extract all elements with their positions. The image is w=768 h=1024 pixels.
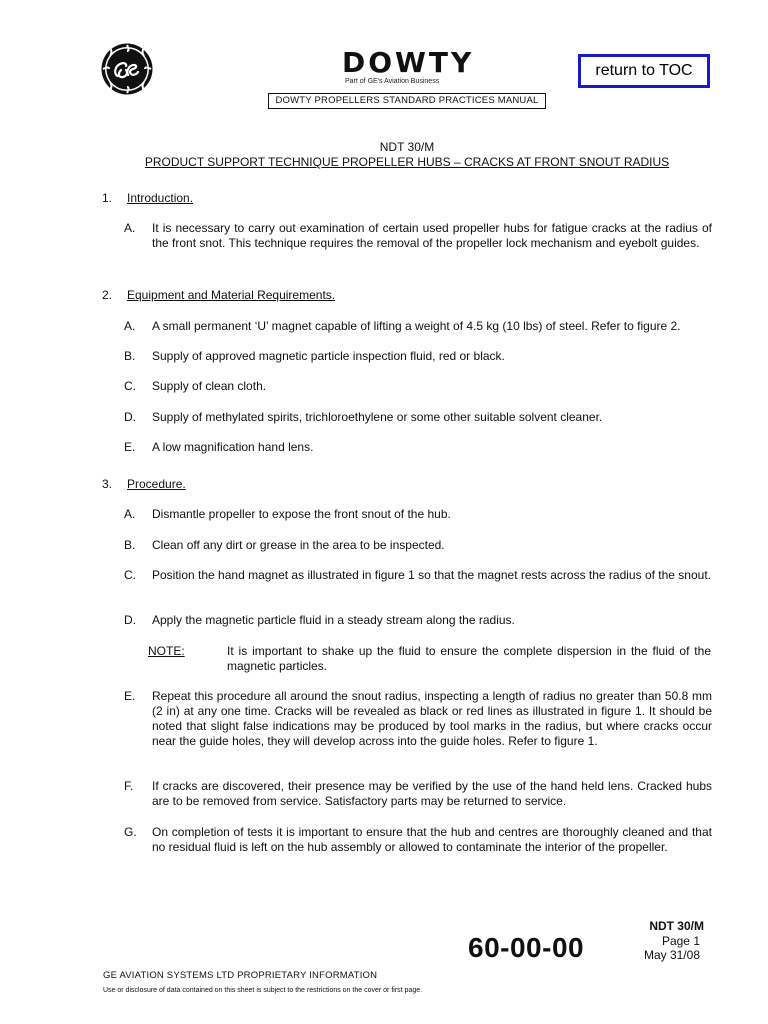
item-text: A small permanent ‘U’ magnet capable of lifting a weight of 4.5 kg (10 lbs) of steel. Refer to figure 2. [152, 319, 681, 333]
item-label: C. [124, 568, 136, 582]
document-title: PRODUCT SUPPORT TECHNIQUE PROPELLER HUBS – CRACKS AT FRONT SNOUT RADIUS [144, 155, 670, 169]
item-text: It is necessary to carry out examination of certain used propeller hubs for fatigue cracks at the radius of the front snot. This technique requires the removal of the propeller lock mechanism and eyebolt guides. [152, 221, 712, 250]
item-text: Supply of clean cloth. [152, 379, 267, 393]
section-number: 1. [102, 191, 113, 205]
item-label: A. [124, 221, 136, 235]
item-text: Clean off any dirt or grease in the area to be inspected. [152, 538, 445, 552]
item-label: E. [124, 689, 136, 703]
item-text: Dismantle propeller to expose the front snout of the hub. [152, 507, 451, 521]
item-label: F. [124, 779, 134, 793]
item-label: A. [124, 319, 136, 333]
item-text: Supply of approved magnetic particle inspection fluid, red or black. [152, 349, 505, 363]
item-label: E. [124, 440, 136, 454]
item-label: C. [124, 379, 136, 393]
section-number: 3. [102, 477, 113, 491]
item-label: B. [124, 349, 136, 363]
item-text: Supply of methylated spirits, trichloroethylene or some other suitable solvent cleaner. [152, 410, 603, 424]
section-title-equipment: Equipment and Material Requirements. [127, 288, 336, 302]
footer-doc-ref: NDT 30/M [649, 919, 704, 933]
item-text: A low magnification hand lens. [152, 440, 314, 454]
footer-page-number: Page 1 [661, 934, 700, 948]
footer-disclosure-notice: Use or disclosure of data contained on this sheet is subject to the restrictions on the cover or first page. [103, 987, 423, 994]
manual-title-box: DOWTY PROPELLERS STANDARD PRACTICES MANUAL [268, 93, 546, 109]
footer-date: May 31/08 [643, 948, 700, 962]
brand-subtitle: Part of GE's Aviation Business [345, 78, 440, 85]
ge-logo-icon [100, 42, 154, 96]
item-label: B. [124, 538, 136, 552]
item-text: Apply the magnetic particle fluid in a steady stream along the radius. [152, 613, 515, 627]
section-number: 2. [102, 288, 113, 302]
item-text: Repeat this procedure all around the snout radius, inspecting a length of radius no greater than 50.8 mm (2 in) at any one time. Cracks will be revealed as black or red lines as illustrated in figure 1. It should be noted that slight false indications may be produced by tool marks in the radius, but where cracks occur near the guide holes, they will develop across into the guide holes. Refer to figure 1. [152, 689, 712, 748]
item-text: Position the hand magnet as illustrated in figure 1 so that the magnet rests across the radius of the snout. [152, 568, 711, 582]
dowty-brand-logo: DOWTY [342, 46, 475, 79]
item-label: A. [124, 507, 136, 521]
item-text: If cracks are discovered, their presence may be verified by the use of the hand held lens. Cracked hubs are to be removed from service. Satisfactory parts may be returned to service. [152, 779, 712, 808]
item-text: On completion of tests it is important to ensure that the hub and centres are thoroughly cleaned and that no residual fluid is left on the hub assembly or allowed to contaminate the interior of the propeller. [152, 825, 712, 854]
item-label: D. [124, 410, 136, 424]
return-to-toc-link[interactable]: return to TOC [578, 54, 710, 88]
section-title-procedure: Procedure. [127, 477, 186, 491]
item-label: D. [124, 613, 136, 627]
footer-proprietary-notice: GE AVIATION SYSTEMS LTD PROPRIETARY INFORMATION [103, 970, 378, 981]
note-label: NOTE: [148, 644, 185, 658]
footer-chapter-number: 60-00-00 [468, 932, 585, 963]
section-title-introduction: Introduction. [127, 191, 194, 205]
document-code: NDT 30/M [379, 140, 435, 154]
item-label: G. [124, 825, 137, 839]
note-text: It is important to shake up the fluid to ensure the complete dispersion in the fluid of the magnetic particles. [227, 644, 711, 673]
